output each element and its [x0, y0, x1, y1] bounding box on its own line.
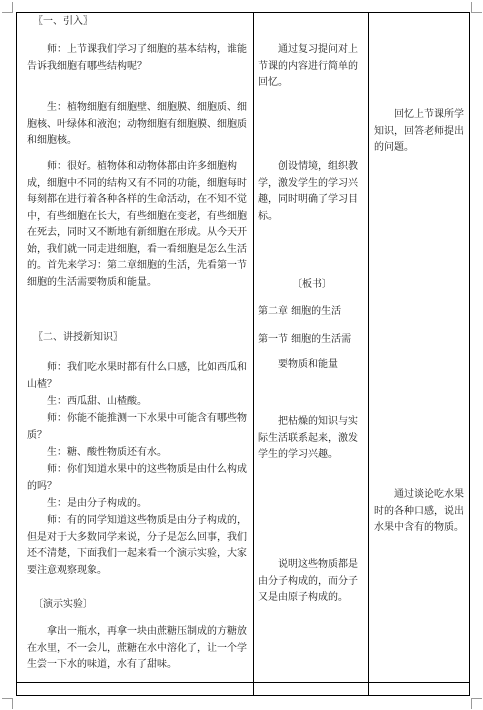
board-line: 第二章 细胞的生活	[258, 306, 342, 317]
student-activity: 通过谈论吃水果时的各种口感，说出水果中含有的物质。	[374, 489, 464, 533]
column-divider-1	[253, 12, 254, 696]
dialogue-line: 师：你们知道水果中的这些物质是由什么构成的吗？	[27, 464, 247, 492]
corner-mark	[2, 2, 13, 13]
experiment-description: 拿出一瓶水，再拿一块由蔗糖压制成的方糖放在水里，不一会儿，蔗糖在水中溶化了，让一个学生尝一下水的味道，水有了甜味。	[27, 626, 247, 670]
corner-mark	[471, 698, 482, 709]
dialogue-line: 生：西瓜甜、山楂酸。	[47, 396, 147, 407]
corner-mark	[2, 698, 13, 709]
board-title: 〔板书〕	[292, 279, 332, 290]
section-heading: 〔演示实验〕	[33, 599, 93, 610]
corner-mark	[471, 2, 482, 13]
teacher-intro: 师：很好。植物体和动物体都由许多细胞构成，细胞中不同的结构又有不同的功能，细胞每时每刻都在进行着各种各样的生命活动，在不知不觉中，有些细胞在长大，有些细胞在变老，有些细胞在死去，同时又不断地有新细胞在形成。从今天开始，我们就一同走进细胞，看一看细胞是怎么生活的。首先来学习：第二章细胞的生活，先看第一节细胞的生活需要物质和能量。	[27, 161, 247, 288]
intent-note: 通过复习提问对上节课的内容进行简单的回忆。	[258, 44, 358, 88]
section-heading: 〖二、讲授新知识〗	[33, 332, 123, 343]
dialogue-line: 师：有的同学知道这些物质是由分子构成的，但是对于大多数同学来说，分子是怎么回事，我们还不清楚，下面我们一起来看一个演示实验，大家要注意观察现象。	[27, 515, 247, 576]
column-divider-2	[368, 12, 369, 696]
dialogue-line: 师：我们吃水果时都有什么口感，比如西瓜和山楂？	[27, 362, 247, 390]
board-line: 第一节 细胞的生活需	[258, 334, 352, 345]
intent-note: 创设情境，组织教学，激发学生的学习兴趣，同时明确了学习目标。	[258, 161, 358, 222]
teacher-question: 师：上节课我们学习了细胞的基本结构，谁能告诉我细胞有哪些结构呢？	[27, 44, 247, 72]
row-divider	[16, 682, 470, 683]
dialogue-line: 生：糖、酸性物质还有水。	[47, 447, 167, 458]
section-heading: 〖一、引入〗	[33, 16, 93, 27]
student-answer: 生：植物细胞有细胞壁、细胞膜、细胞质、细胞核、叶绿体和液泡；动物细胞有细胞膜、细胞质和细胞核。	[27, 102, 247, 146]
intent-note: 把枯燥的知识与实际生活联系起来，激发学生的学习兴趣。	[258, 416, 358, 460]
dialogue-line: 师：你能不能推测一下水果中可能含有哪些物质？	[27, 413, 247, 441]
board-line: 要物质和能量	[278, 359, 338, 370]
intent-note: 说明这些物质都是由分子构成的，而分子又是由原子构成的。	[258, 559, 358, 603]
student-activity: 回忆上节课所学知识，回答老师提出的问题。	[374, 109, 464, 153]
dialogue-line: 生：是由分子构成的。	[47, 498, 147, 509]
